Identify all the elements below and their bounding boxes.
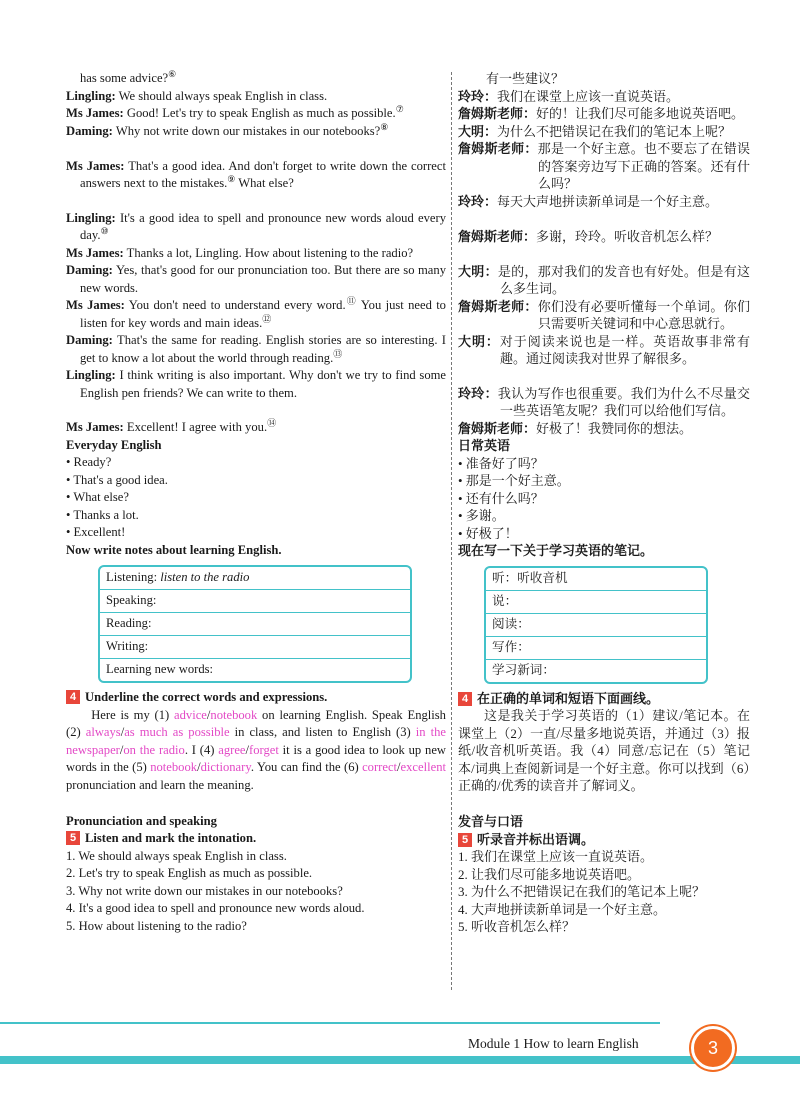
list-item: 4. 大声地拼读新单词是一个好主意。 [458, 901, 667, 917]
list-item: 5. 听收音机怎么样？ [458, 919, 576, 934]
notes-cn-table [484, 566, 708, 684]
option-correct[interactable]: correct [362, 760, 398, 774]
notes-cn-row[interactable]: 听：听收音机 [486, 568, 706, 591]
everyday-cn-item: • 还有什么吗？ [458, 490, 544, 506]
dialogue-line-2: Ms James: Good! Let's try to speak English as much as possible.⑦ [66, 103, 404, 120]
option-agree[interactable]: agree [218, 742, 246, 757]
notes-row-speaking[interactable]: Speaking: [100, 590, 410, 613]
pronunciation-section-title: Pronunciation and speaking [66, 813, 217, 828]
dialogue-line-9: Daming: That's the same for reading. English stories are so interesting. I get to know a lot about the world through reading.⑬ [66, 333, 447, 365]
everyday-english-title: Everyday English [66, 437, 162, 452]
dialogue-line-5: Lingling: It's a good idea to spell and pronounce new words aloud every day.⑩ [66, 210, 446, 242]
option-advice[interactable]: advice [174, 707, 207, 722]
cn-line-9: 大明：对于阅读来说也是一样。英语故事非常有趣。通过阅读我对世界了解很多。 [458, 333, 750, 366]
everyday-item: • Thanks a lot. [66, 507, 139, 522]
everyday-item: • That's a good idea. [66, 472, 168, 487]
cn-line-3: 大明：为什么不把错误记在我们的笔记本上呢？ [458, 123, 732, 139]
option-in-the-newspaper[interactable]: in the newspaper [66, 725, 447, 757]
everyday-cn-title: 日常英语 [458, 438, 511, 453]
cn-line-11: 詹姆斯老师：好极了！我赞同你的想法。 [458, 420, 693, 436]
notes-cn-row[interactable]: 写作： [486, 637, 706, 660]
everyday-cn-item: • 多谢。 [458, 508, 505, 523]
chinese-column [458, 70, 750, 936]
option-notebook[interactable]: notebook [210, 707, 258, 722]
exercise4-text: Here is my (1) advice/notebook on learning English. Speak English (2) always/as much as possible in class, and listen to English (3) in the newspaper/on the radio. I (4) agree/forget it is a good idea to look up new words in the (5) notebook/dictionary. You can find the (6) correct/excellent pronunciation and learn the meaning. [66, 707, 447, 792]
notes-row-new-words[interactable]: Learning new words: [106, 662, 214, 676]
everyday-item: • Excellent! [66, 525, 126, 539]
footer-rule [0, 1022, 660, 1024]
notes-row-writing[interactable]: Writing: [100, 636, 410, 659]
dialogue-line-3: Daming: Why not write down our mistakes in our notebooks?⑧ [66, 121, 389, 138]
dialogue-line-6: Ms James: Thanks a lot, Lingling. How about listening to the radio? [66, 245, 414, 260]
option-always[interactable]: always [85, 725, 121, 739]
everyday-cn-item: • 好极了！ [458, 525, 518, 541]
option-excellent[interactable]: excellent [400, 760, 446, 774]
cn-line-6: 詹姆斯老师：多谢，玲玲。听收音机怎么样？ [458, 228, 719, 244]
column-divider [451, 72, 452, 990]
everyday-item: • What else? [66, 490, 129, 504]
cn-line-0: 有一些建议？ [486, 71, 565, 86]
option-notebook-2[interactable]: notebook [150, 760, 198, 774]
dialogue-line-1: Lingling: We should always speak English in class. [66, 88, 328, 103]
notes-table [98, 565, 412, 683]
exercise4-heading: 4 Underline the correct words and expressions. [66, 689, 446, 707]
cn-line-1: 玲玲：我们在课堂上应该一直说英语。 [458, 88, 680, 104]
dialogue-line-4: Ms James: That's a good idea. And don't forget to write down the correct answers next to the mistakes.⑨ What else? [66, 158, 446, 190]
notes-instruction: Now write notes about learning English. [66, 542, 282, 557]
option-forget[interactable]: forget [249, 742, 279, 757]
cn-line-8: 詹姆斯老师：你们没有必要听懂每一个单词。你们只需要听关键词和中心意思就行。 [458, 298, 750, 331]
dialogue-line-10: Lingling: I think writing is also important. Why don't we try to find some English pen friends? We can write to them. [66, 368, 447, 400]
exercise5-cn-list [458, 848, 750, 936]
list-item: 2. 让我们尽可能多地说英语吧。 [458, 866, 641, 882]
dialogue-line-8: Ms James: You don't need to understand every word.⑪ You just need to listen for key words and main ideas.⑫ [66, 295, 446, 330]
pron-cn-section-title: 发音与口语 [458, 814, 524, 829]
notes-cn-instruction: 现在写一下关于学习英语的笔记。 [458, 543, 654, 558]
list-item: 3. Why not write down our mistakes in our notebooks? [66, 883, 343, 898]
list-item: 4. It's a good idea to spell and pronounce new words aloud. [66, 901, 365, 915]
list-item: 3. 为什么不把错误记在我们的笔记本上呢？ [458, 884, 706, 899]
exercise5-list [66, 848, 446, 936]
list-item: 1. 我们在课堂上应该一直说英语。 [458, 849, 654, 864]
cn-line-5: 玲玲：每天大声地拼读新单词是一个好主意。 [458, 193, 719, 209]
notes-row-reading[interactable]: Reading: [100, 613, 410, 636]
option-dictionary[interactable]: dictionary [200, 760, 251, 774]
footer-module-title: Module 1 How to learn English [468, 1036, 639, 1051]
page-number: 3 [691, 1026, 735, 1070]
notes-cn-row[interactable]: 阅读： [486, 614, 706, 637]
notes-cn-row[interactable]: 学习新词： [492, 662, 555, 677]
dialogue-line-11: Ms James: Excellent! I agree with you.⑭ [66, 417, 277, 434]
dialogue-line-7: Daming: Yes, that's good for our pronunciation too. But there are so many new words. [66, 263, 446, 295]
cn-line-10: 玲玲：我认为写作也很重要。我们为什么不尽量交一些英语笔友呢？我们可以给他们写信。 [458, 385, 750, 418]
english-column [66, 70, 446, 935]
footer-bar [0, 1056, 800, 1064]
cn-line-4: 詹姆斯老师：那是一个好主意。也不要忘了在错误的答案旁边写下正确的答案。还有什么吗？ [458, 141, 750, 191]
everyday-item: • Ready? [66, 455, 112, 469]
exercise4-cn-text: 这是我关于学习英语的（1）建议/笔记本。在课堂上（2）一直/尽量多地说英语，并通过（3）报纸/收音机听英语。我（4）同意/忘记在（5）笔记本/词典上查阅新词是一个好主意。你可以找到（6）正确的/优秀的读音并了解词义。 [458, 708, 750, 793]
cn-line-2: 詹姆斯老师：好的！让我们尽可能多地说英语吧。 [458, 106, 745, 121]
list-item: 2. Let's try to speak English as much as possible. [66, 866, 313, 880]
list-item: 5. How about listening to the radio? [66, 918, 247, 933]
notes-row-listening[interactable]: Listening: listen to the radio [100, 567, 410, 590]
exercise5-cn-heading: 5 听录音并标出语调。 [458, 831, 750, 849]
list-item: 1. We should always speak English in class. [66, 848, 287, 863]
option-as-much-as-possible[interactable]: as much as possible [124, 725, 230, 739]
dialogue-line-0: has some advice?⑥ [80, 68, 177, 85]
cn-line-7: 大明：是的，那对我们的发音也有好处。但是有这么多生词。 [458, 263, 750, 296]
exercise5-heading: 5 Listen and mark the intonation. [66, 830, 446, 848]
option-on-the-radio[interactable]: on the radio [123, 742, 185, 757]
exercise4-cn-heading: 4 在正确的单词和短语下面画线。 [458, 690, 750, 708]
everyday-cn-item: • 那是一个好主意。 [458, 473, 570, 488]
everyday-cn-item: • 准备好了吗？ [458, 455, 544, 471]
notes-cn-row[interactable]: 说： [486, 591, 706, 614]
